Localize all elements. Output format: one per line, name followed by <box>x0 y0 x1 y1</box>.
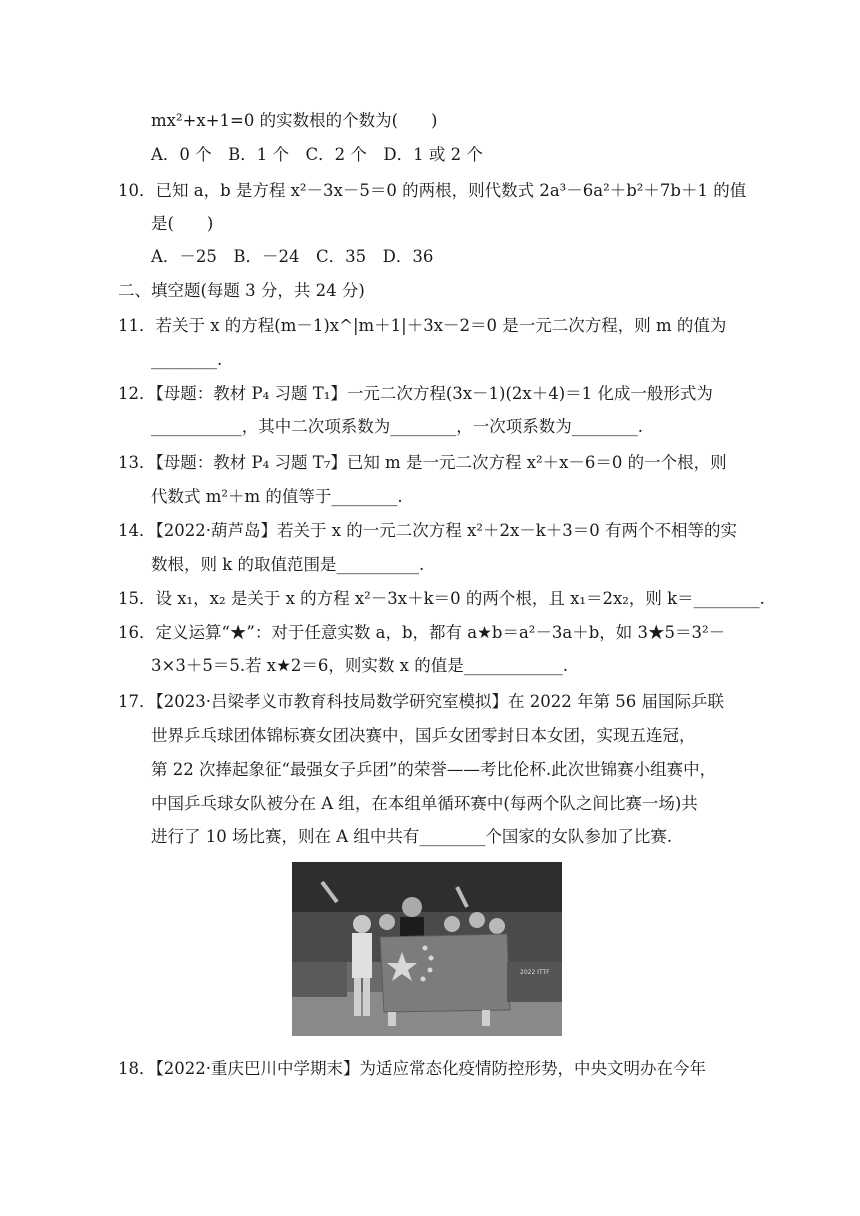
team-photo <box>292 862 562 1036</box>
line-2: A．0 个 B．1 个 C．2 个 D．1 或 2 个 <box>151 145 483 164</box>
line-10: ___________，其中二次项系数为________，一次项系数为________. <box>151 417 643 436</box>
line-4: 是( ) <box>151 214 214 233</box>
line-11: 13．【母题：教材 P₄ 习题 T₇】已知 m 是一元二次方程 x²＋x－6＝0 的一个根，则 <box>118 453 727 472</box>
line-19: 世界乒乓球团体锦标赛女团决赛中，国乒女团零封日本女团，实现五连冠， <box>151 726 696 745</box>
line-13: 14．【2022·葫芦岛】若关于 x 的一元二次方程 x²＋2x－k＋3＝0 有两个不相等的实 <box>118 521 737 540</box>
line-22: 进行了 10 场比赛，则在 A 组中共有________个国家的女队参加了比赛. <box>151 827 673 846</box>
line-15: 15．设 x₁，x₂ 是关于 x 的方程 x²－3x＋k＝0 的两个根，且 x₁＝2x₂，则 k＝________. <box>118 589 765 608</box>
line-16: 16．定义运算“★”：对于任意实数 a，b，都有 a★b＝a²－3a＋b，如 3★5＝3²－ <box>118 623 726 642</box>
line-1: mx²+x+1=0 的实数根的个数为( ) <box>151 111 438 130</box>
line-17: 3×3＋5＝5.若 x★2＝6，则实数 x 的值是____________. <box>151 656 568 675</box>
line-7: 11．若关于 x 的方程(m－1)x^|m＋1|＋3x－2＝0 是一元二次方程，则 m 的值为 <box>118 316 727 335</box>
line-3: 10．已知 a，b 是方程 x²－3x－5＝0 的两根，则代数式 2a³－6a²＋b²＋7b＋1 的值 <box>118 181 747 200</box>
team-photo-illustration <box>292 862 562 1036</box>
line-12: 代数式 m²＋m 的值等于________. <box>151 487 403 506</box>
section-heading: 二、填空题(每题 3 分，共 24 分) <box>118 281 365 300</box>
line-9: 12．【母题：教材 P₄ 习题 T₁】一元二次方程(3x－1)(2x＋4)＝1 化成一般形式为 <box>118 384 713 403</box>
line-23: 18．【2022·重庆巴川中学期末】为适应常态化疫情防控形势，中央文明办在今年 <box>118 1059 706 1078</box>
line-14: 数根，则 k 的取值范围是__________. <box>151 555 425 574</box>
line-8: ________. <box>151 350 223 369</box>
line-21: 中国乒乓球女队被分在 A 组，在本组单循环赛中(每两个队之间比赛一场)共 <box>151 794 698 813</box>
line-18: 17．【2023·吕梁孝义市教育科技局数学研究室模拟】在 2022 年第 56 届国际乒联 <box>118 692 724 711</box>
line-20: 第 22 次捧起象征“最强女子乒团”的荣誉——考比伦杯.此次世锦赛小组赛中， <box>151 760 717 779</box>
line-5: A．－25 B．－24 C．35 D．36 <box>151 247 434 266</box>
photo-caption: 2022 ITTF <box>520 969 550 976</box>
